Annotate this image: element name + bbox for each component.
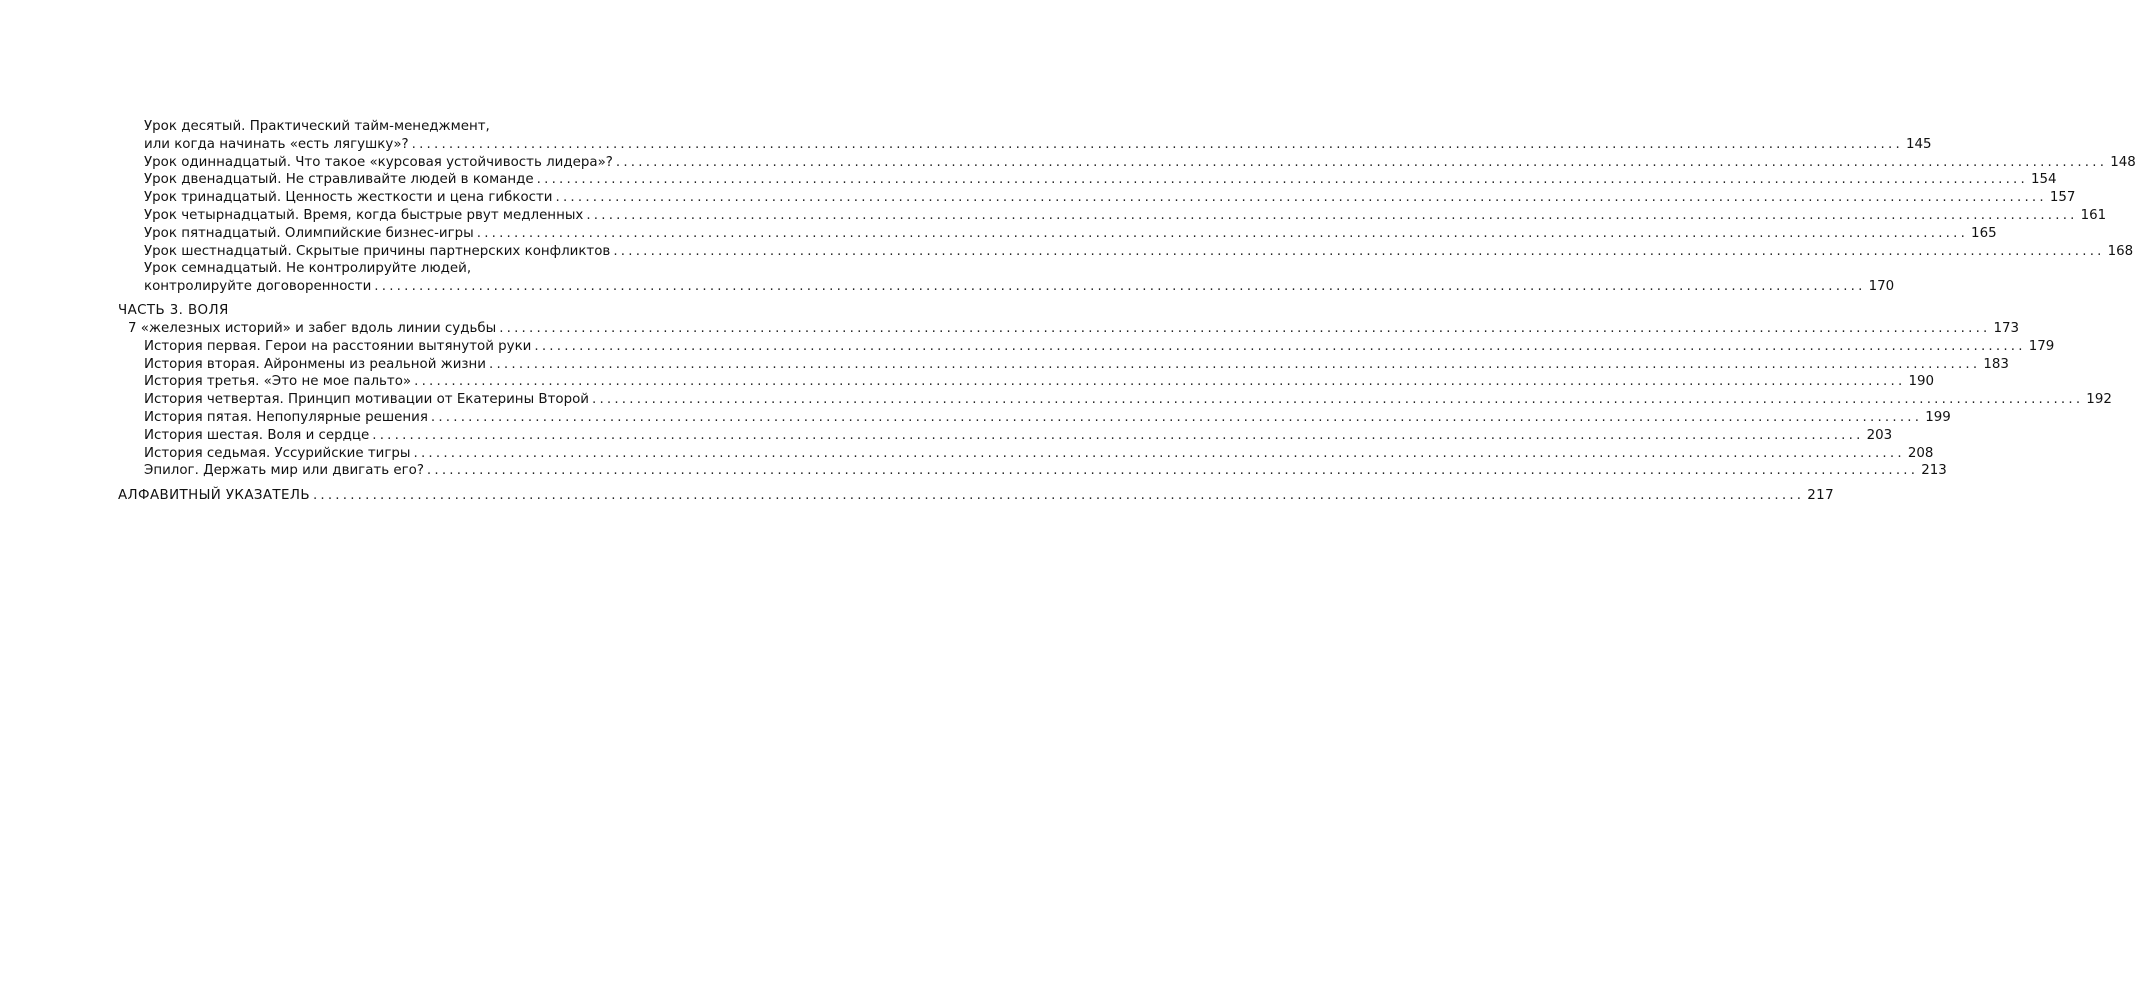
toc-entry-epilogue[interactable]	[118, 462, 1947, 480]
table-of-contents	[118, 118, 2136, 505]
toc-entry-lesson-13[interactable]	[118, 189, 2076, 207]
toc-entry-story-1[interactable]	[118, 338, 2055, 356]
toc-entry-title: История шестая. Воля и сердце	[144, 427, 370, 443]
toc-page-number: 183	[1983, 356, 2009, 372]
toc-page-number: 154	[2030, 172, 2057, 188]
toc-entry-lesson-17[interactable]	[118, 278, 1895, 296]
spacer	[118, 480, 708, 487]
dot-leader: ........................................................................................................................................................................................................	[555, 190, 2047, 206]
toc-entry-title: Урок шестнадцатый. Скрытые причины партнерских конфликтов	[144, 243, 611, 259]
dot-leader: ........................................................................................................................................................................................................	[586, 207, 2078, 223]
dot-leader: ........................................................................................................................................................................................................	[489, 356, 1981, 372]
dot-leader: ........................................................................................................................................................................................................	[372, 427, 1864, 443]
toc-entry-story-7[interactable]	[118, 445, 1934, 463]
dot-leader: ........................................................................................................................................................................................................	[426, 463, 1919, 479]
dot-leader: ........................................................................................................................................................................................................	[499, 320, 1991, 336]
dot-leader: ........................................................................................................................................................................................................	[411, 136, 1903, 152]
toc-entry-title: История вторая. Айронмены из реальной жизни	[144, 356, 487, 372]
toc-entry-lesson-10[interactable]	[118, 136, 1932, 154]
dot-leader: ........................................................................................................................................................................................................	[591, 392, 2084, 408]
toc-entry-lesson-12[interactable]	[118, 171, 2057, 189]
toc-entry-lesson-17-line-1[interactable]	[118, 260, 708, 278]
part-3-heading[interactable]	[118, 302, 708, 320]
toc-entry-title: Урок четырнадцатый. Время, когда быстрые рвут медленных	[144, 207, 584, 223]
dot-leader: ........................................................................................................................................................................................................	[374, 279, 1866, 295]
toc-entry-title: История седьмая. Уссурийские тигры	[144, 445, 411, 461]
toc-page-number: 192	[2086, 392, 2112, 408]
toc-entry-title: Урок двенадцатый. Не стравливайте людей в команде	[144, 172, 534, 188]
toc-entry-story-3[interactable]	[118, 373, 1934, 391]
toc-entry-title: 7 «железных историй» и забег вдоль линии судьбы	[128, 320, 497, 336]
toc-entry-lesson-16[interactable]	[118, 243, 2134, 261]
toc-page-number: 148	[2110, 154, 2136, 170]
toc-page-number: 170	[1868, 279, 1895, 295]
toc-page-number: 157	[2049, 190, 2076, 206]
toc-entry-lesson-15[interactable]	[118, 225, 1997, 243]
toc-entry-title: Урок десятый. Практический тайм-менеджмент,	[144, 119, 490, 134]
dot-leader: ........................................................................................................................................................................................................	[312, 488, 1805, 504]
toc-entry-title: История первая. Герои на расстоянии вытянутой руки	[144, 338, 532, 354]
dot-leader: ........................................................................................................................................................................................................	[413, 445, 1905, 461]
toc-entry-lesson-14[interactable]	[118, 207, 2107, 225]
toc-entry-lesson-10-line-1[interactable]	[118, 118, 708, 136]
toc-entry-title: Урок семнадцатый. Не контролируйте людей,	[144, 261, 472, 277]
toc-entry-title: Урок тринадцатый. Ценность жесткости и цена гибкости	[144, 190, 553, 206]
toc-entry-story-6[interactable]	[118, 427, 1893, 445]
toc-entry-title: История четвертая. Принцип мотивации от Екатерины Второй	[144, 392, 589, 408]
dot-leader: ........................................................................................................................................................................................................	[613, 243, 2105, 259]
toc-entry-index[interactable]	[118, 487, 1835, 505]
toc-page-number: 165	[1971, 225, 1997, 241]
toc-entry-title: История третья. «Это не мое пальто»	[144, 374, 412, 390]
toc-page-number: 161	[2080, 207, 2107, 223]
toc-entry-title: или когда начинать «есть лягушку»?	[144, 136, 409, 152]
toc-entry-lesson-11[interactable]	[118, 154, 2136, 172]
toc-page-number: 190	[1908, 374, 1934, 390]
dot-leader: ........................................................................................................................................................................................................	[536, 172, 2028, 188]
toc-entry-title: контролируйте договоренности	[144, 279, 372, 295]
toc-page-number: 208	[1907, 445, 1934, 461]
toc-page-number: 199	[1925, 409, 1951, 425]
toc-entry-title: АЛФАВИТНЫЙ УКАЗАТЕЛЬ	[118, 488, 310, 504]
toc-entry-story-2[interactable]	[118, 356, 2009, 374]
toc-entry-title: Урок одиннадцатый. Что такое «курсовая устойчивость лидера»?	[144, 154, 613, 170]
toc-entry-title: Урок пятнадцатый. Олимпийские бизнес-игры	[144, 225, 474, 241]
toc-page-number: 179	[2028, 338, 2055, 354]
dot-leader: ........................................................................................................................................................................................................	[414, 374, 1906, 390]
dot-leader: ........................................................................................................................................................................................................	[615, 154, 2108, 170]
toc-entry-story-4[interactable]	[118, 391, 2112, 409]
toc-page-number: 173	[1993, 320, 2020, 336]
toc-entry-story-5[interactable]	[118, 409, 1951, 427]
dot-leader: ........................................................................................................................................................................................................	[534, 338, 2026, 354]
toc-page-number: 168	[2107, 243, 2134, 259]
toc-entry-part-3-intro[interactable]	[118, 320, 2020, 338]
toc-entry-title: История пятая. Непопулярные решения	[144, 409, 428, 425]
toc-page-number: 217	[1807, 488, 1835, 504]
toc-page-number: 145	[1905, 136, 1932, 152]
dot-leader: ........................................................................................................................................................................................................	[430, 409, 1923, 425]
toc-page-number: 213	[1921, 463, 1947, 479]
part-heading-title: ЧАСТЬ 3. ВОЛЯ	[118, 302, 229, 318]
toc-entry-title: Эпилог. Держать мир или двигать его?	[144, 463, 424, 479]
dot-leader: ........................................................................................................................................................................................................	[476, 225, 1969, 241]
toc-page-number: 203	[1866, 427, 1893, 443]
